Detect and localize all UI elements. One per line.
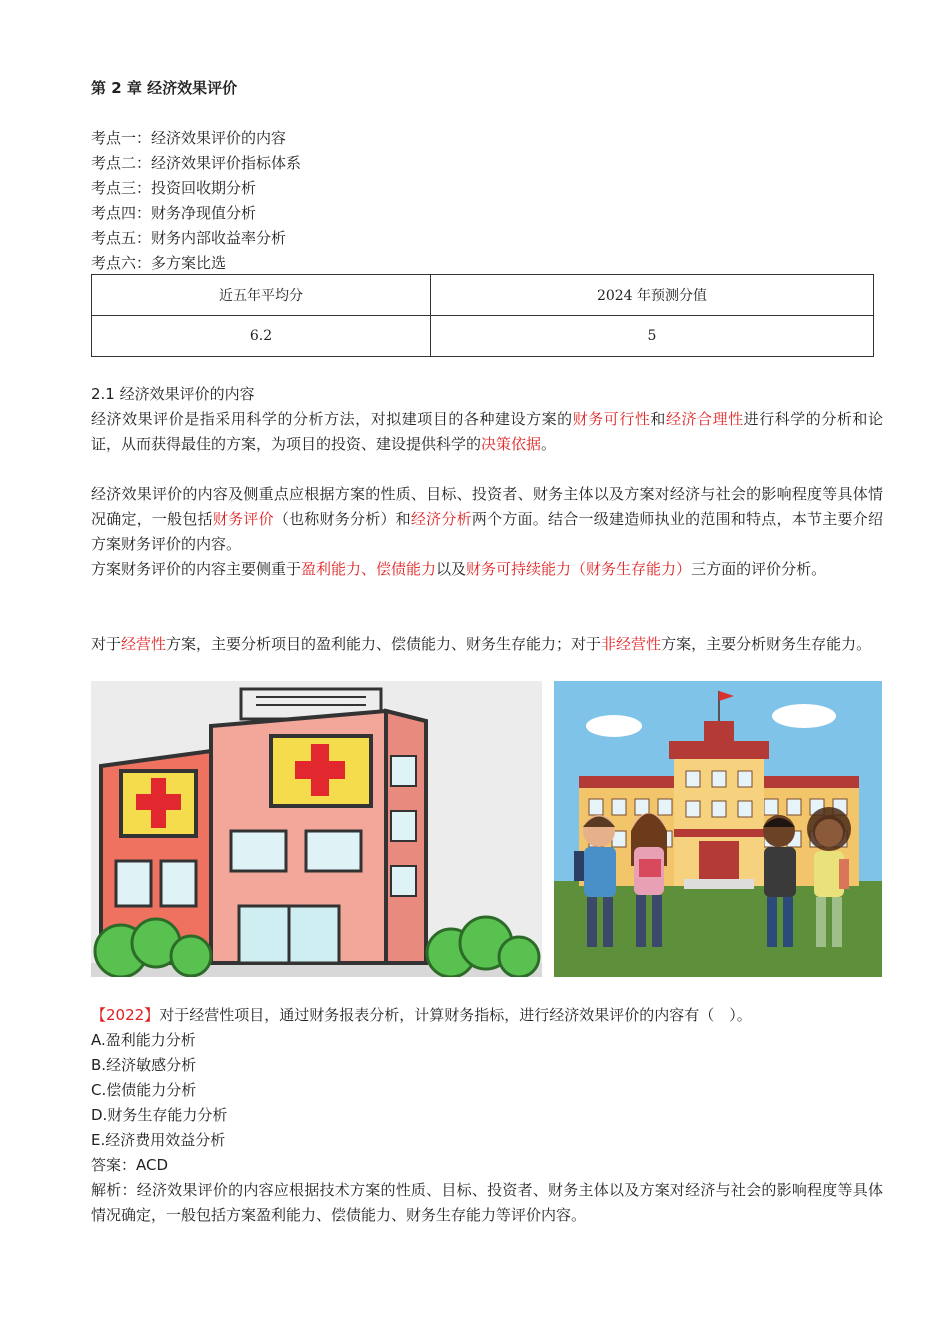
paragraph-4: [91, 632, 883, 657]
section-title: [91, 382, 883, 407]
text-run: 经济效果评价是指采用科学的分析方法，对拟建项目的各种建设方案的: [91, 410, 573, 428]
chapter-title: 第 2 章 经济效果评价: [91, 79, 238, 97]
highlight-text: 非经营性: [601, 635, 662, 653]
option-letter: A.: [91, 1031, 106, 1049]
option-letter: C.: [91, 1081, 107, 1099]
text-run: 。: [541, 435, 557, 453]
answer-label: 答案：: [91, 1156, 137, 1174]
question-stem: [91, 1003, 883, 1028]
option-text: 偿债能力分析: [106, 1081, 197, 1099]
text-run: 方案财务评价的内容主要侧重于: [91, 560, 302, 578]
table-cell: 5: [430, 316, 873, 357]
year-tag: 【2022】: [91, 1006, 160, 1024]
option-letter: E.: [91, 1131, 106, 1149]
text-run: 两个方面。结合一级建造师执业的范围和特点，本节主要介绍方案财务评价的内容。: [91, 510, 883, 553]
text-run: 对于: [91, 635, 122, 653]
hospital-illustration: [91, 681, 542, 977]
text-run: （也称财务分析）和: [273, 510, 411, 528]
option-letter: D.: [91, 1106, 108, 1124]
text-run: 和: [650, 410, 666, 428]
text-run: 以及: [436, 560, 467, 578]
option-d: [91, 1103, 883, 1128]
option-letter: B.: [91, 1056, 107, 1074]
paragraph-2: [91, 482, 883, 557]
highlight-text: 经济合理性: [665, 410, 744, 428]
exam-point: 考点四：财务净现值分析: [91, 204, 257, 222]
highlight-text: 财务可持续能力（财务生存能力）: [466, 560, 692, 578]
question-block: [91, 1003, 883, 1228]
exam-point: 考点二：经济效果评价指标体系: [91, 154, 302, 172]
answer-value: ACD: [136, 1156, 169, 1174]
paragraph-1: [91, 407, 883, 457]
table-header-cell: 2024 年预测分值: [430, 275, 873, 316]
exam-points-list: [91, 126, 301, 276]
option-text: 盈利能力分析: [105, 1031, 196, 1049]
text-run: 方案，主要分析财务生存能力。: [661, 635, 872, 653]
table-header-cell: 近五年平均分: [92, 275, 431, 316]
table-header-row: [92, 275, 874, 316]
highlight-text: 财务可行性: [572, 410, 651, 428]
highlight-text: 经济分析: [410, 510, 472, 528]
section-number: 2.1: [91, 385, 115, 403]
option-a: [91, 1028, 883, 1053]
option-b: [91, 1053, 883, 1078]
exam-point: 考点五：财务内部收益率分析: [91, 229, 287, 247]
score-table: [91, 274, 874, 357]
section-title-text: 经济效果评价的内容: [119, 385, 255, 403]
question-text: 对于经营性项目，通过财务报表分析，计算财务指标，进行经济效果评价的内容有（ ）。: [159, 1006, 752, 1024]
highlight-text: 决策依据: [481, 435, 542, 453]
answer-line: [91, 1153, 883, 1178]
text-run: 方案，主要分析项目的盈利能力、偿债能力、财务生存能力；对于: [166, 635, 602, 653]
option-text: 经济敏感分析: [106, 1056, 197, 1074]
table-cell: 6.2: [92, 316, 431, 357]
highlight-text: 经营性: [121, 635, 167, 653]
exam-point: 考点一：经济效果评价的内容: [91, 129, 287, 147]
text-run: 进行科学的分析和论证，从而获得最佳的方案，为项目的投资、建设提供科学的: [91, 410, 883, 453]
highlight-text: 财务评价: [212, 510, 274, 528]
school-icon: [554, 681, 882, 977]
paragraph-3: [91, 557, 883, 582]
option-text: 财务生存能力分析: [107, 1106, 228, 1124]
option-c: [91, 1078, 883, 1103]
exam-point: 考点三：投资回收期分析: [91, 179, 257, 197]
analysis-text: 解析：经济效果评价的内容应根据技术方案的性质、目标、投资者、财务主体以及方案对经济与社会的影响程度等具体情况确定，一般包括方案盈利能力、偿债能力、财务生存能力等评价内容。: [91, 1181, 883, 1224]
text-run: 三方面的评价分析。: [691, 560, 827, 578]
text-run: 经济效果评价的内容及侧重点应根据方案的性质、目标、投资者、财务主体以及方案对经济与社会的影响程度等具体情况确定，一般包括: [91, 485, 883, 528]
exam-point: 考点六：多方案比选: [91, 254, 227, 272]
option-text: 经济费用效益分析: [105, 1131, 226, 1149]
highlight-text: 盈利能力、偿债能力: [301, 560, 437, 578]
hospital-icon: [91, 681, 542, 977]
option-e: [91, 1128, 883, 1153]
table-row: [92, 316, 874, 357]
school-illustration: [554, 681, 882, 977]
